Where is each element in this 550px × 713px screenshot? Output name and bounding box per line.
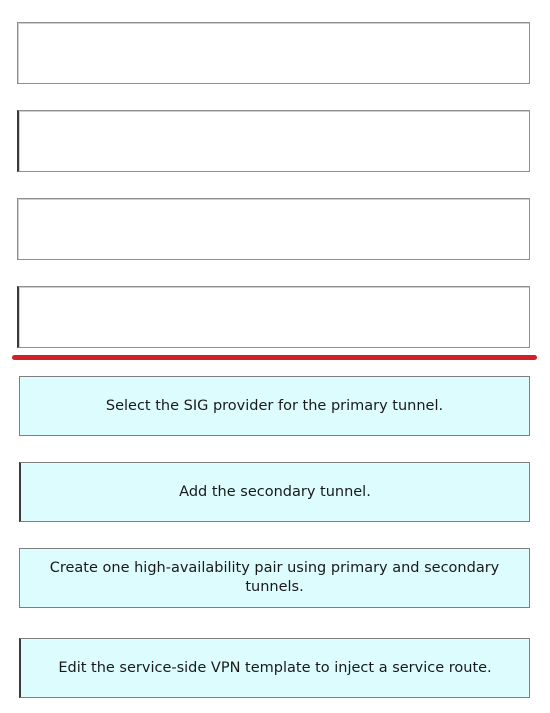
draggable-option-4[interactable] [19, 638, 530, 698]
drop-target-slot-4[interactable] [17, 286, 530, 348]
option-label: Select the SIG provider for the primary tunnel. [105, 397, 444, 414]
draggable-option-3[interactable] [19, 548, 530, 608]
drop-target-slot-2[interactable] [17, 110, 530, 172]
section-divider [12, 355, 537, 360]
option-label: Edit the service-side VPN template to inject a service route. [58, 659, 492, 676]
option-label: Add the secondary tunnel. [179, 483, 371, 500]
draggable-option-1[interactable] [19, 376, 530, 436]
draggable-option-2[interactable] [19, 462, 530, 522]
option-label: Create one high-availability pair using primary and secondary tunnels. [49, 560, 500, 595]
drop-target-slot-1[interactable] [17, 22, 530, 84]
drop-target-slot-3[interactable] [17, 198, 530, 260]
